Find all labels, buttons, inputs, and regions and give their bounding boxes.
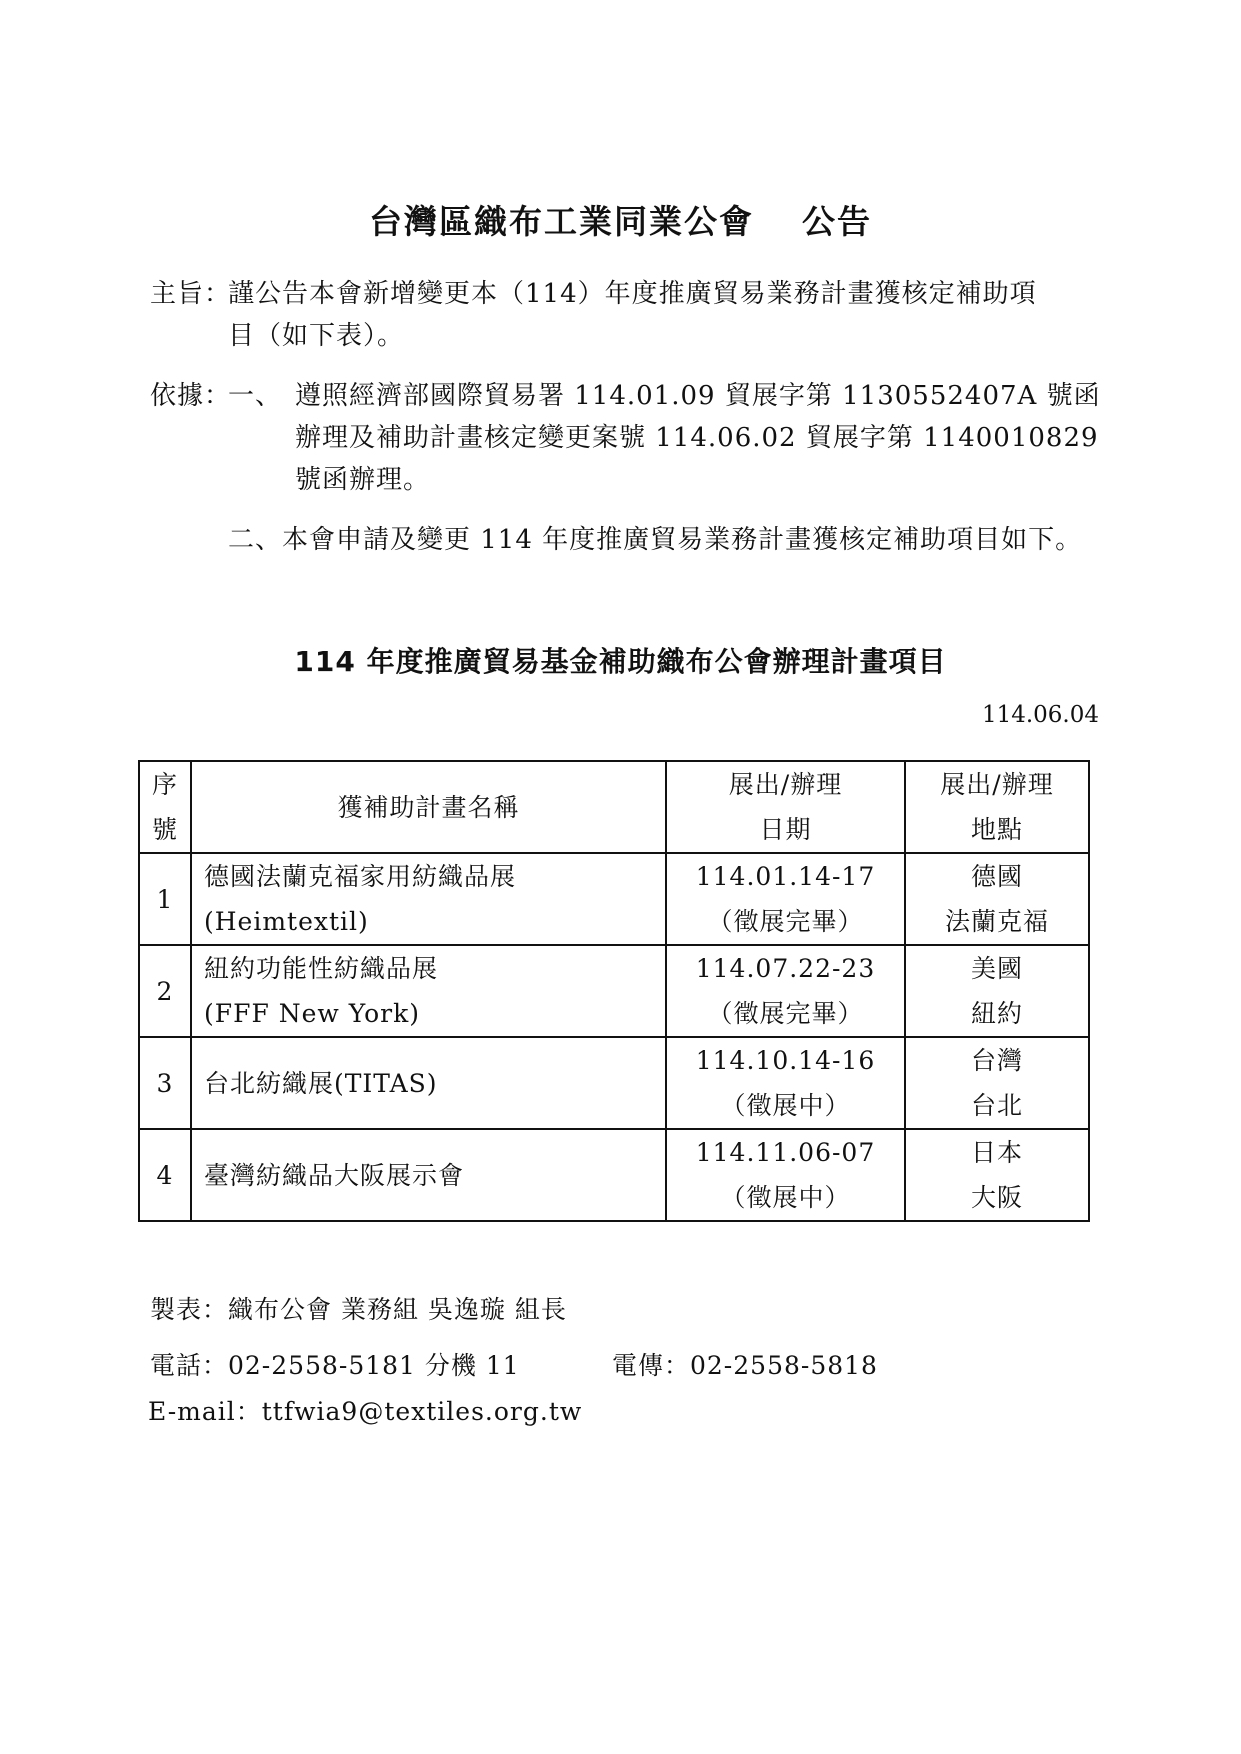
fax: 電傳：02-2558-5818	[612, 1351, 878, 1380]
basis-item1-line-3: 號函辦理。	[295, 465, 431, 495]
basis-item1-line-2: 辦理及補助計畫核定變更案號 114.06.02 貿展字第 1140010829	[295, 423, 1099, 453]
table-date: 114.06.04	[981, 702, 1099, 728]
subject-label: 主旨：	[150, 279, 232, 309]
row-date: 114.01.14-17 （徵展完畢）	[666, 853, 905, 945]
phone: 電話：02-2558-5181 分機 11	[150, 1351, 520, 1380]
row-date: 114.10.14-16 （徵展中）	[666, 1037, 905, 1129]
header-no: 序 號	[139, 761, 191, 853]
table-row	[139, 1037, 1089, 1129]
row-place: 台灣 台北	[905, 1037, 1089, 1129]
announcement-label: 公告	[802, 202, 872, 241]
row-name: 德國法蘭克福家用紡織品展 (Heimtextil)	[191, 853, 666, 945]
table-row	[139, 945, 1089, 1037]
row-name: 紐約功能性紡織品展 (FFF New York)	[191, 945, 666, 1037]
prepared-by: 製表：織布公會 業務組 吳逸璇 組長	[150, 1295, 567, 1324]
header-date: 展出/辦理 日期	[666, 761, 905, 853]
subject-line-2: 目（如下表）。	[228, 321, 405, 351]
row-no: 2	[139, 945, 191, 1037]
table-header-row	[139, 761, 1089, 853]
row-place: 美國 紐約	[905, 945, 1089, 1037]
row-date: 114.07.22-23 （徵展完畢）	[666, 945, 905, 1037]
row-name: 臺灣紡織品大阪展示會	[191, 1129, 666, 1221]
email-link[interactable]: E-mail：ttfwia9@textiles.org.tw	[148, 1397, 583, 1426]
basis-item2: 二、本會申請及變更 114 年度推廣貿易業務計畫獲核定補助項目如下。	[228, 525, 1083, 555]
row-place: 日本 大阪	[905, 1129, 1089, 1221]
org-name: 台灣區織布工業同業公會	[369, 202, 754, 241]
row-place: 德國 法蘭克福	[905, 853, 1089, 945]
row-no: 4	[139, 1129, 191, 1221]
page-title	[0, 196, 1241, 243]
basis-item1-line-1: 遵照經濟部國際貿易署 114.01.09 貿展字第 1130552407A 號函	[295, 381, 1101, 411]
row-no: 3	[139, 1037, 191, 1129]
row-no: 1	[139, 853, 191, 945]
basis-label: 依據：	[150, 381, 232, 411]
subject-line-1: 謹公告本會新增變更本（114）年度推廣貿易業務計畫獲核定補助項	[228, 279, 1037, 309]
basis-item1-prefix: 一、	[228, 381, 283, 411]
row-date: 114.11.06-07 （徵展中）	[666, 1129, 905, 1221]
table-row	[139, 853, 1089, 945]
row-name: 台北紡織展(TITAS)	[191, 1037, 666, 1129]
header-name: 獲補助計畫名稱	[191, 761, 666, 853]
table-title: 114 年度推廣貿易基金補助織布公會辦理計畫項目	[294, 645, 947, 678]
header-place: 展出/辦理 地點	[905, 761, 1089, 853]
table-row	[139, 1129, 1089, 1221]
plan-table	[138, 760, 1090, 1222]
